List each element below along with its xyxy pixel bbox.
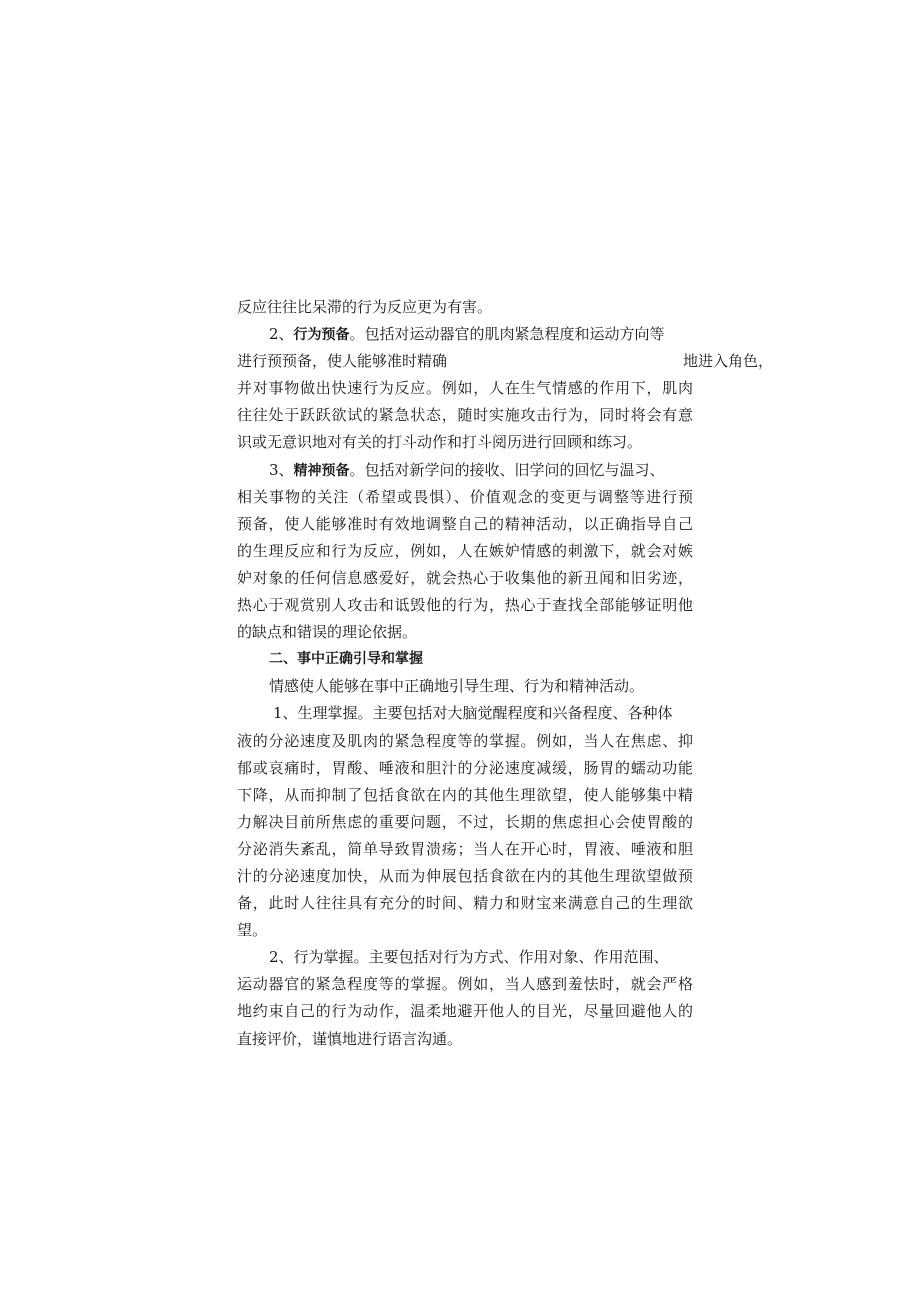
text-fragment: 地进入角色，	[683, 352, 774, 371]
item-text: 。包括对新学问的接收、旧学问的回忆与温习、	[349, 460, 665, 479]
text-line: 情感使人能够在事中正确地引导生理、行为和精神活动。	[269, 677, 645, 696]
item-number: 2、	[269, 325, 294, 344]
text-line: 郁或哀痛时，胃酸、唾液和胆汁的分泌速度减缓，肠胃的蠕动功能	[237, 758, 693, 777]
text-line: 往往处于跃跃欲试的紧急状态，随时实施攻击行为，同时将会有意	[237, 406, 693, 425]
text-line: 备，此时人往往具有充分的时间、精力和财宝来满意自己的生理欲	[237, 894, 693, 913]
text-line: 妒对象的任何信息感爱好，就会热心于收集他的新丑闻和旧劣迹，	[237, 568, 693, 587]
item-number: 3、	[269, 460, 294, 479]
item-heading: 精神预备	[293, 462, 350, 479]
text-line: 望。	[237, 921, 268, 940]
text-line: 2、行为掌握。主要包括对行为方式、作用对象、作用范围、	[269, 948, 669, 967]
text-line: 液的分泌速度及肌肉的紧急程度等的掌握。例如，当人在焦虑、抑	[237, 731, 693, 750]
text-line: 的生理反应和行为反应，例如，人在嫉妒情感的刺激下，就会对嫉	[237, 541, 693, 560]
text-line: 运动器官的紧急程度等的掌握。例如，当人感到羞怯时，就会严格	[237, 975, 693, 994]
paragraph-heading-line	[237, 457, 693, 484]
item-text: 。包括对运动器官的肌肉紧急程度和运动方向等	[349, 325, 665, 344]
text-line: 热心于观赏别人攻击和诋毁他的行为，热心于查找全部能够证明他	[237, 596, 693, 615]
text-line: 汁的分泌速度加快，从而为伸展包括食欲在内的其他生理欲望做预	[237, 866, 693, 885]
text-line	[237, 348, 774, 375]
text-line: 1、生理掌握。主要包括对大脑觉醒程度和兴备程度、各种体	[273, 704, 673, 723]
text-line: 直接评价，谨慎地进行语言沟通。	[237, 1029, 463, 1048]
text-fragment: 进行预预备，使人能够准时精确	[237, 352, 448, 371]
section-heading: 二、事中正确引导和掌握	[269, 651, 423, 668]
text-line: 的缺点和错误的理论依据。	[237, 623, 418, 642]
document-body	[237, 294, 774, 1053]
text-line: 相关事物的关注（希望或畏惧）、价值观念的变更与调整等进行预	[237, 487, 693, 506]
text-line: 并对事物做出快速行为反应。例如，人在生气情感的作用下，肌肉	[237, 379, 693, 398]
text-line: 分泌消失紊乱，简单导致胃溃疡；当人在开心时，胃液、唾液和胆	[237, 839, 693, 858]
text-line: 反应往往比呆滞的行为反应更为有害。	[237, 298, 493, 316]
paragraph-heading-line	[237, 321, 693, 348]
item-heading: 行为预备	[293, 327, 350, 344]
text-line: 识或无意识地对有关的打斗动作和打斗阅历进行回顾和练习。	[237, 433, 643, 452]
text-line: 力解决目前所焦虑的重要问题，不过，长期的焦虑担心会使胃酸的	[237, 812, 693, 831]
text-line: 地约束自己的行为动作，温柔地避开他人的目光，尽量回避他人的	[237, 1002, 693, 1021]
text-line: 下降，从而抑制了包括食欲在内的其他生理欲望，使人能够集中精	[237, 785, 693, 804]
text-line: 预备，使人能够准时有效地调整自己的精神活动，以正确指导自己	[237, 514, 693, 533]
